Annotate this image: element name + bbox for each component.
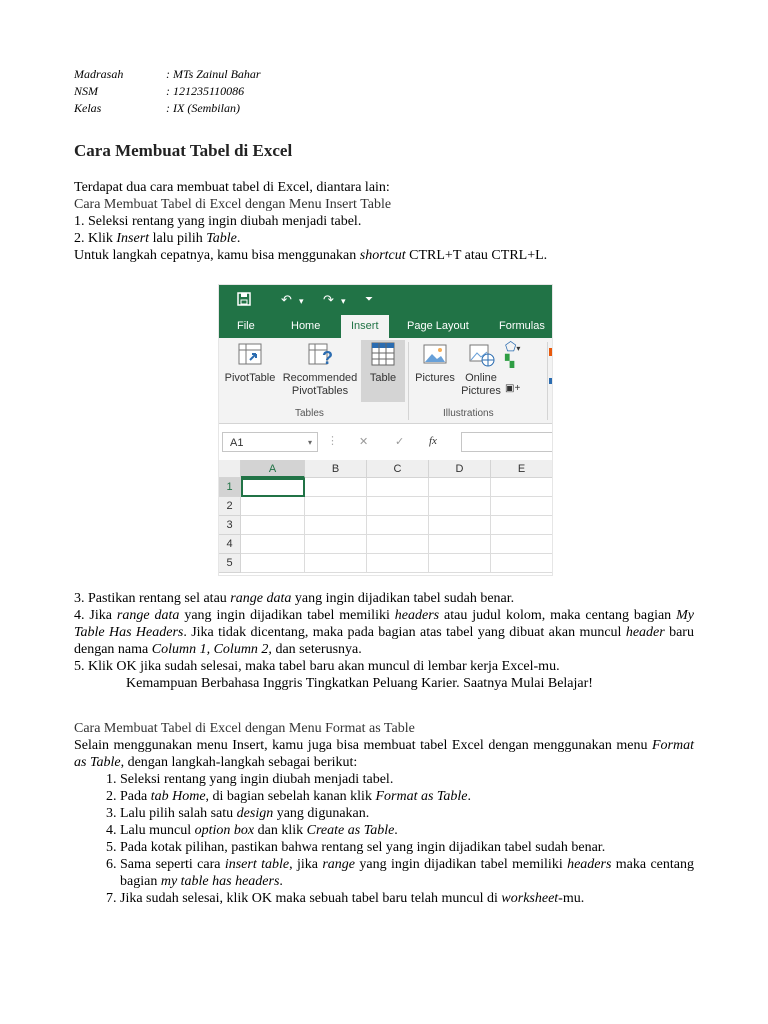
- school-info: [74, 66, 694, 117]
- text-run-italic: design: [236, 806, 274, 821]
- meta-row-kelas: [74, 100, 694, 117]
- page-title: Cara Membuat Tabel di Excel: [74, 141, 293, 160]
- online-label-line2: Pictures: [461, 385, 501, 397]
- worksheet-cell[interactable]: [241, 516, 305, 535]
- table-icon: [369, 340, 397, 368]
- ribbon-divider: [408, 342, 409, 420]
- customize-toolbar-icon[interactable]: ⏷: [365, 294, 373, 305]
- text-run-italic: worksheet: [501, 891, 559, 906]
- tab-file[interactable]: File: [237, 320, 255, 332]
- pivottable-button[interactable]: [221, 342, 279, 402]
- section1-step1: 1. Seleksi rentang yang ingin diubah menjadi tabel.: [74, 214, 362, 229]
- screenshot-icon[interactable]: ▣+: [505, 383, 521, 394]
- text-run-italic: Format as Table: [375, 789, 468, 804]
- table-label: Table: [369, 372, 397, 384]
- formula-bar: [219, 424, 552, 460]
- text-run-italic: my table has headers: [160, 874, 280, 889]
- worksheet-cell[interactable]: [305, 535, 367, 554]
- row-header[interactable]: 1: [219, 478, 241, 497]
- document-page: [74, 66, 694, 907]
- text-run: , dengan langkah-langkah sebagai berikut:: [120, 755, 358, 770]
- charts-icon: [549, 378, 553, 384]
- list-item: [120, 822, 694, 839]
- section1-step5: 5. Klik OK jika sudah selesai, maka tabel baru akan muncul di lembar kerja Excel-mu.: [74, 659, 560, 674]
- text-run-italic: shortcut: [359, 248, 406, 263]
- text-run: , jika: [289, 857, 323, 872]
- tab-page-layout[interactable]: Page Layout: [407, 320, 469, 332]
- meta-key: NSM: [74, 84, 98, 98]
- section2-intro: [74, 737, 694, 771]
- meta-row-nsm: [74, 83, 694, 100]
- text-run: Untuk langkah cepatnya, kamu bisa menggunakan: [74, 248, 360, 263]
- section2-heading: Cara Membuat Tabel di Excel dengan Menu Format as Table: [74, 721, 415, 736]
- text-run: Jika sudah selesai, klik OK maka sebuah tabel baru telah muncul di: [120, 891, 502, 906]
- pivottable-label: PivotTable: [224, 372, 276, 384]
- text-run-italic: Table: [206, 231, 237, 246]
- worksheet-cell[interactable]: [491, 497, 553, 516]
- text-run-italic: insert table: [224, 857, 290, 872]
- formula-bar-grip-icon: ⋮: [327, 435, 338, 447]
- ribbon-panel: [219, 338, 552, 424]
- text-run: -mu.: [558, 891, 585, 906]
- column-header[interactable]: E: [491, 460, 553, 478]
- list-item: [120, 890, 694, 907]
- redo-dropdown-icon[interactable]: ▾: [341, 296, 346, 306]
- text-run: . Jika tidak dicentang, maka pada bagian atas tabel yang dibuat akan muncul: [183, 625, 626, 640]
- worksheet-cell[interactable]: [429, 497, 491, 516]
- select-all-corner[interactable]: [219, 460, 241, 478]
- pictures-icon: [421, 342, 449, 368]
- tab-formulas[interactable]: Formulas: [499, 320, 545, 332]
- excel-screenshot: [218, 284, 553, 576]
- text-run-italic: Insert: [116, 231, 150, 246]
- column-header[interactable]: A: [241, 460, 305, 478]
- intro-text: Terdapat dua cara membuat tabel di Excel, diantara lain:: [74, 180, 390, 195]
- text-run-italic: range: [322, 857, 356, 872]
- column-header[interactable]: D: [429, 460, 491, 478]
- list-item: [120, 839, 694, 856]
- worksheet-cell[interactable]: [367, 478, 429, 497]
- text-run: .: [279, 874, 283, 889]
- online-pictures-icon: [467, 342, 495, 368]
- section1-shortcut: [74, 247, 694, 264]
- text-run: yang digunakan.: [273, 806, 370, 821]
- group-label-illustrations: Illustrations: [443, 408, 494, 419]
- meta-value: : MTs Zainul Bahar: [166, 67, 261, 81]
- name-box-dropdown-icon[interactable]: ▾: [307, 438, 312, 447]
- text-run: lalu pilih: [149, 231, 207, 246]
- column-header[interactable]: B: [305, 460, 367, 478]
- worksheet-cell[interactable]: [241, 497, 305, 516]
- section1-step4: [74, 607, 694, 658]
- shapes-icon[interactable]: ⬠: [505, 339, 517, 354]
- undo-icon[interactable]: ↶: [281, 292, 292, 307]
- meta-key: Madrasah: [74, 67, 124, 81]
- text-run-italic: headers: [567, 857, 612, 872]
- text-run-italic: Format as Table: [74, 738, 694, 770]
- text-run: Lalu pilih salah satu: [120, 806, 237, 821]
- worksheet-grid: [219, 460, 552, 575]
- text-run: , di bagian sebelah kanan klik: [205, 789, 376, 804]
- row-header[interactable]: 4: [219, 535, 241, 554]
- text-run: Pada kotak pilihan, pastikan bahwa rentang sel yang ingin dijadikan tabel sudah benar.: [120, 840, 606, 855]
- text-run: yang ingin dijadikan tabel memiliki: [355, 857, 568, 872]
- meta-value: : IX (Sembilan): [166, 101, 240, 115]
- ribbon-divider: [547, 342, 548, 420]
- row-header[interactable]: 2: [219, 497, 241, 516]
- worksheet-cell[interactable]: [305, 516, 367, 535]
- text-run-italic: option box: [194, 823, 255, 838]
- text-run: 2. Klik: [74, 231, 117, 246]
- row-header[interactable]: 5: [219, 554, 241, 573]
- text-run-italic: headers: [394, 608, 440, 623]
- undo-dropdown-icon[interactable]: ▾: [299, 296, 304, 306]
- redo-icon[interactable]: ↷: [323, 292, 334, 307]
- worksheet-cell[interactable]: [429, 478, 491, 497]
- text-run-italic: Column 1, Column 2,: [151, 642, 272, 657]
- enter-icon[interactable]: ✓: [395, 436, 405, 448]
- recommended-label-line1: Recommended: [282, 372, 358, 384]
- section1-heading: Cara Membuat Tabel di Excel dengan Menu Insert Table: [74, 197, 392, 212]
- column-header[interactable]: C: [367, 460, 429, 478]
- promo-text: Kemampuan Berbahasa Inggris Tingkatkan Peluang Karier. Saatnya Mulai Belajar!: [126, 676, 593, 691]
- text-run: yang ingin dijadikan tabel sudah benar.: [291, 591, 515, 606]
- ribbon-tabs: [219, 315, 552, 338]
- text-run: .: [467, 789, 472, 804]
- text-run-italic: range data: [230, 591, 292, 606]
- worksheet-cell[interactable]: [491, 478, 553, 497]
- worksheet-cell[interactable]: [367, 497, 429, 516]
- shapes-dropdown-icon[interactable]: ▾: [516, 344, 521, 353]
- worksheet-cell[interactable]: [367, 535, 429, 554]
- tab-home[interactable]: Home: [291, 320, 321, 332]
- worksheet-cell[interactable]: [241, 554, 305, 573]
- save-icon[interactable]: [237, 292, 251, 309]
- worksheet-cell[interactable]: [305, 497, 367, 516]
- shapes-smartart-group: [505, 340, 527, 410]
- text-run: atau judul kolom, maka centang bagian: [439, 608, 677, 623]
- excel-titlebar: [219, 285, 552, 315]
- text-run-italic: My Table Has Headers: [74, 608, 694, 640]
- meta-key: Kelas: [74, 101, 102, 115]
- worksheet-cell[interactable]: [305, 478, 367, 497]
- text-run: Pada: [120, 789, 151, 804]
- cancel-icon[interactable]: ✕: [359, 436, 369, 448]
- list-item: [120, 788, 694, 805]
- recommended-pivottables-icon: [306, 342, 334, 368]
- worksheet-cell[interactable]: [491, 554, 553, 573]
- worksheet-cell[interactable]: [241, 535, 305, 554]
- addins-icon: [549, 348, 553, 356]
- text-run-italic: range data: [116, 608, 180, 623]
- text-run: 4. Jika: [74, 608, 117, 623]
- text-run: Selain menggunakan menu Insert, kamu juga bisa membuat tabel Excel dengan menggunakan menu: [74, 738, 652, 753]
- worksheet-cell[interactable]: [367, 516, 429, 535]
- section2-steps: [74, 771, 694, 907]
- meta-value: : 121235110086: [166, 84, 245, 98]
- list-item: [120, 856, 694, 890]
- name-box-value: A1: [230, 437, 244, 449]
- section1-step3: [74, 590, 694, 607]
- text-run: CTRL+T atau CTRL+L.: [405, 248, 548, 263]
- worksheet-cell[interactable]: [429, 535, 491, 554]
- recommended-label-line2: PivotTables: [291, 385, 349, 397]
- text-run: dan seterusnya.: [271, 642, 362, 657]
- tab-insert[interactable]: Insert: [341, 315, 389, 338]
- table-button[interactable]: [361, 340, 405, 402]
- worksheet-cell[interactable]: [429, 554, 491, 573]
- group-label-tables: Tables: [295, 408, 324, 419]
- formula-input[interactable]: [461, 432, 553, 452]
- worksheet-cell[interactable]: [367, 554, 429, 573]
- section1-step2: [74, 230, 694, 247]
- recommended-pivottables-button[interactable]: [281, 342, 359, 408]
- spacer: [74, 692, 694, 720]
- worksheet-cell[interactable]: [429, 516, 491, 535]
- text-run: Seleksi rentang yang ingin diubah menjadi tabel.: [120, 772, 394, 787]
- text-run: dan klik: [254, 823, 307, 838]
- row-header[interactable]: 3: [219, 516, 241, 535]
- svg-text:?: ?: [322, 348, 333, 368]
- online-label-line1: Online: [465, 372, 497, 384]
- text-run: yang ingin dijadikan tabel memiliki: [179, 608, 395, 623]
- list-item: [120, 771, 694, 788]
- text-run: Sama seperti cara: [120, 857, 225, 872]
- name-box[interactable]: [222, 432, 318, 452]
- text-run-italic: header: [625, 625, 665, 640]
- pictures-label: Pictures: [415, 372, 455, 384]
- worksheet-cell[interactable]: [241, 478, 305, 497]
- meta-row-madrasah: [74, 66, 694, 83]
- insert-function-icon[interactable]: fx: [429, 435, 437, 447]
- pivottable-icon: [236, 342, 264, 368]
- online-pictures-button[interactable]: [459, 342, 503, 408]
- text-run: 3. Pastikan rentang sel atau: [74, 591, 231, 606]
- text-run-italic: tab Home: [150, 789, 206, 804]
- text-run: Lalu muncul: [120, 823, 195, 838]
- worksheet-cell[interactable]: [491, 516, 553, 535]
- text-run: .: [394, 823, 398, 838]
- text-run: maka centang bagian: [120, 857, 694, 889]
- smartart-icon[interactable]: ▚: [505, 354, 515, 368]
- text-run-italic: Create as Table: [306, 823, 395, 838]
- text-run: .: [236, 231, 241, 246]
- worksheet-cell[interactable]: [305, 554, 367, 573]
- text-run: baru dengan nama: [74, 625, 694, 657]
- list-item: [120, 805, 694, 822]
- pictures-button[interactable]: [413, 342, 457, 402]
- worksheet-cell[interactable]: [491, 535, 553, 554]
